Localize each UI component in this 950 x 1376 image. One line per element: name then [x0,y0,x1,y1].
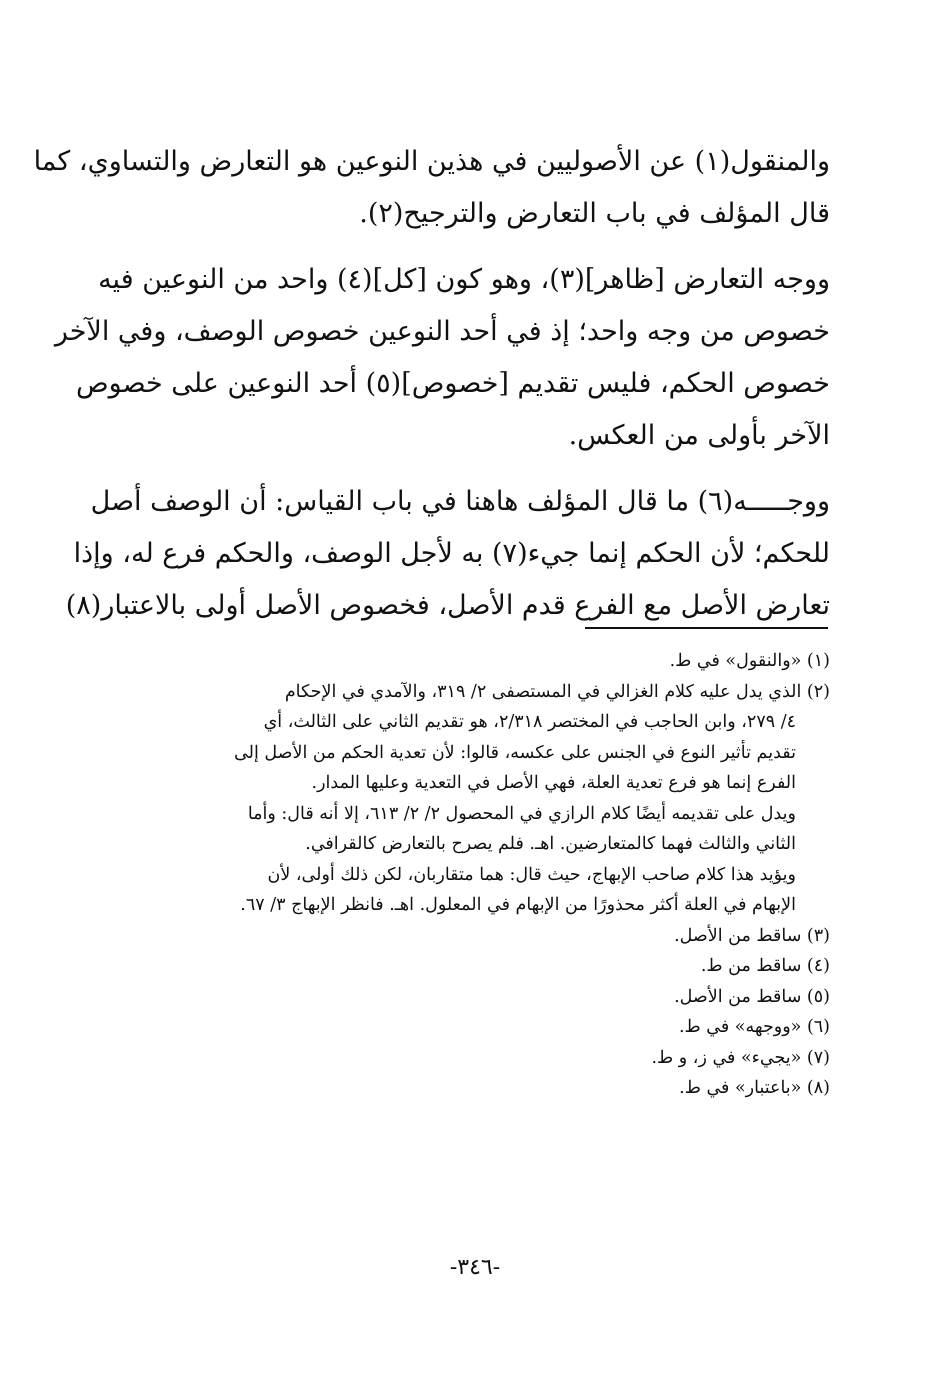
footnote-line: الإبهام في العلة أكثر محذورًا من الإبهام في المعلول. اهـ. فانظر الإبهاج ٣/ ٦٧. [240,895,796,915]
paragraph-1 [33,136,830,240]
footnote-line: ويدل على تقديمه أيضًا كلام الرازي في المحصول ٢/ ٢/ ٦١٣، إلا أنه قال: وأما [247,803,796,824]
text-line: خصوص الحكم، فليس تقديم [خصوص](٥) أحد النوعين على خصوص [76,368,830,399]
text-line: للحكم؛ لأن الحكم إنما جيء(٧) به لأجل الوصف، والحكم فرع له، وإذا [73,538,830,569]
footnote-2 [110,677,830,921]
footnote-line: (٧) «يجيء» في ز، و ط. [651,1047,830,1068]
footnote-line: الثاني والثالث فهما كالمتعارضين. اهـ. فلم يصرح بالتعارض كالقرافي. [305,834,796,854]
footnote-line: (٨) «باعتبار» في ط. [679,1078,830,1098]
footnote-7 [110,1043,830,1074]
paragraph-3 [65,476,830,632]
footnotes [110,646,830,1104]
text-line: تعارض الأصل مع الفرع قدم الأصل، فخصوص الأصل أولى بالاعتبار(٨) [65,590,830,621]
footnote-line: ٤/ ٢٧٩، وابن الحاجب في المختصر ٢/٣١٨، هو تقديم الثاني على الثالث، أي [263,712,796,732]
footnote-line: (٣) ساقط من الأصل. [674,925,830,946]
footnote-line: (٦) «ووجهه» في ط. [678,1017,830,1037]
footnote-line: (١) «والنقول» في ط. [669,651,830,671]
page-number: -٣٤٦- [449,1255,501,1280]
text-line: ووجـــــه(٦) ما قال المؤلف هاهنا في باب القياس: أن الوصف أصل [90,486,830,517]
footnote-line: (٢) الذي يدل عليه كلام الغزالي في المستصفى ٢/ ٣١٩، والآمدي في الإحكام [284,681,830,702]
footnote-line: (٤) ساقط من ط. [700,956,830,976]
text-line: ووجه التعارض [ظاهر](٣)، وهو كون [كل](٤) واحد من النوعين فيه [98,264,830,295]
footnote-3 [110,921,830,952]
footnote-line: تقديم تأثير النوع في الجنس على عكسه، قالوا: لأن تعدية الحكم من الأصل إلى [234,742,796,763]
main-text [33,136,830,646]
paragraph-2 [54,254,830,462]
footnote-line: ويؤيد هذا كلام صاحب الإبهاج، حيث قال: هما متقاربان، لكن ذلك أولى، لأن [267,864,796,885]
text-line: الآخر بأولى من العكس. [568,420,830,451]
footnote-separator [585,627,828,629]
footnote-4 [110,951,830,982]
footnote-8 [110,1073,830,1104]
text-line: خصوص من وجه واحد؛ إذ في أحد النوعين خصوص الوصف، وفي الآخر [54,316,830,347]
footnote-5 [110,982,830,1013]
text-line: قال المؤلف في باب التعارض والترجيح(٢). [359,198,830,229]
footnote-6 [110,1012,830,1043]
text-line: والمنقول(١) عن الأصوليين في هذين النوعين هو التعارض والتساوي، كما [33,146,830,177]
footnote-line: الفرع إنما هو فرع تعدية العلة، فهي الأصل في التعدية وعليها المدار. [311,773,796,793]
footnote-1 [110,646,830,677]
footnote-line: (٥) ساقط من الأصل. [674,986,830,1007]
